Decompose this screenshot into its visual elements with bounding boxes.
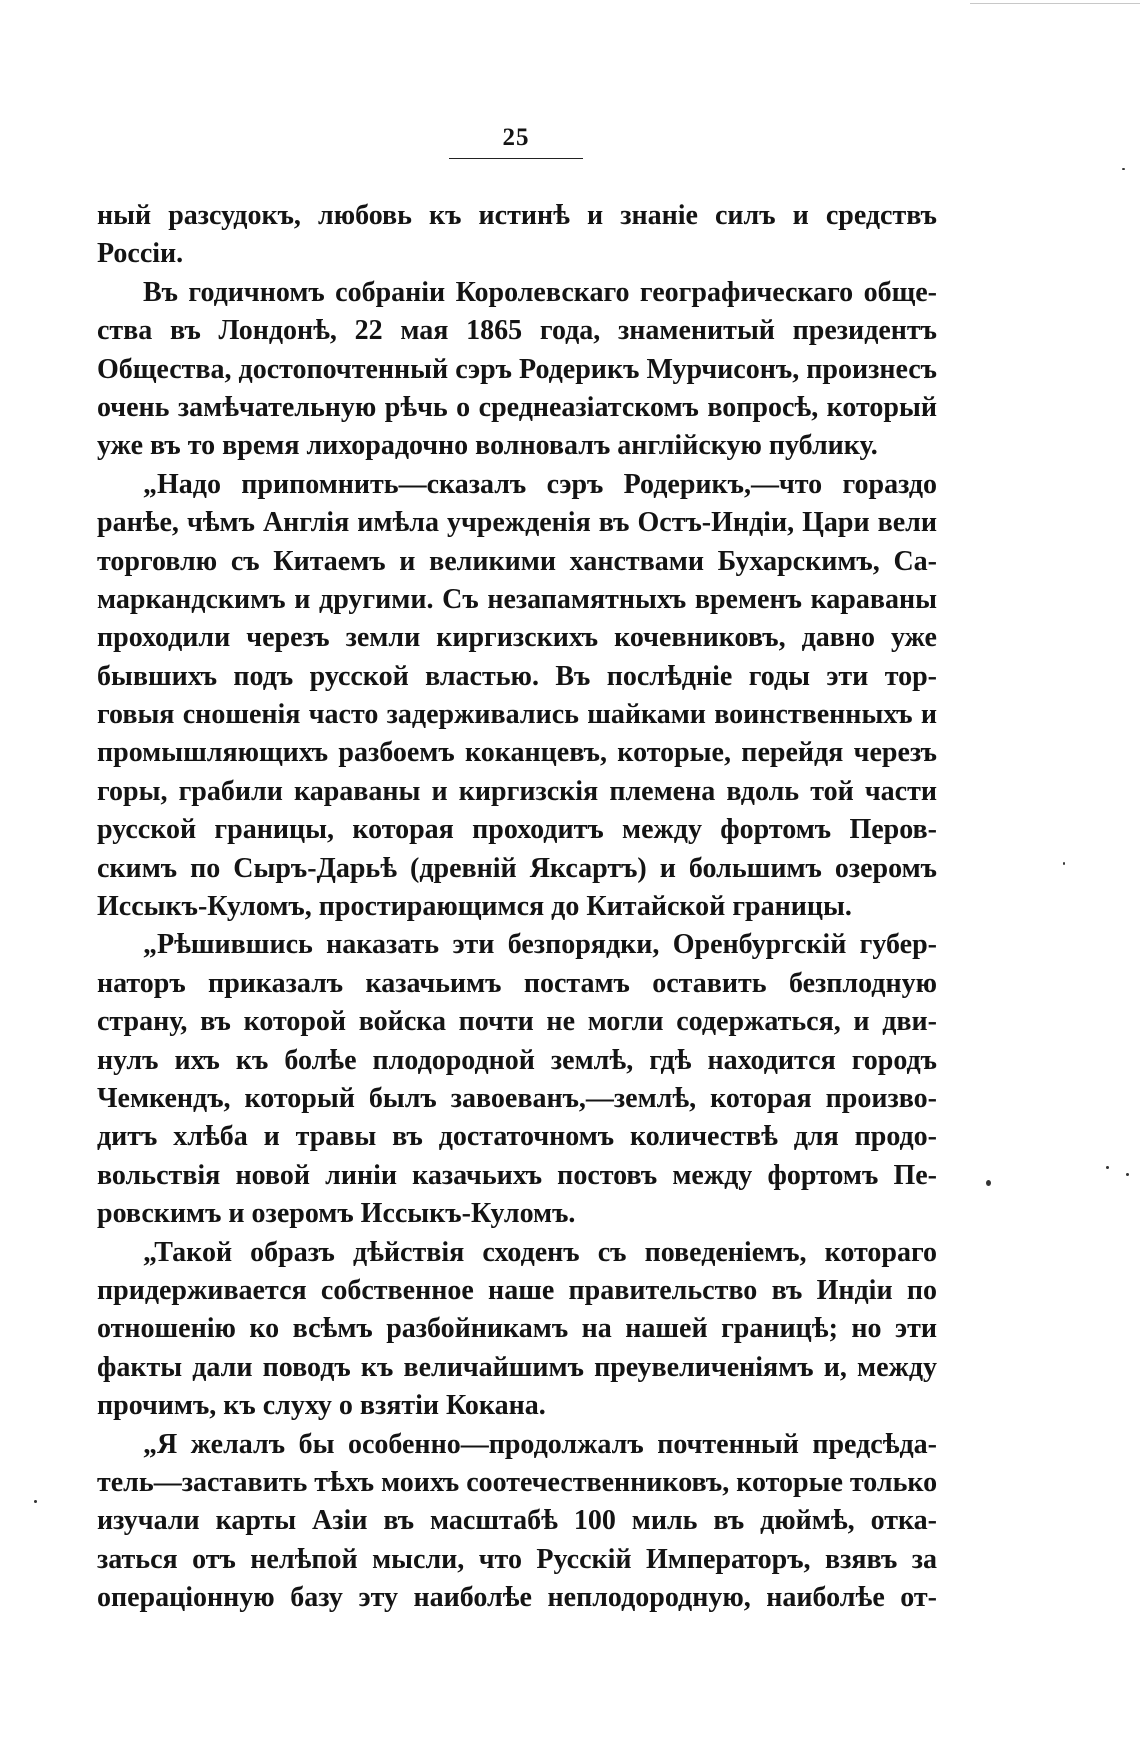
text-line: русской границы, которая проходитъ между фортомъ Перов- — [97, 814, 937, 846]
text-line: ства въ Лондонѣ, 22 мая 1865 года, знаменитый президентъ — [97, 315, 937, 347]
scan-speck — [34, 1500, 37, 1503]
text-line: факты дали поводъ къ величайшимъ преувеличеніямъ и, между — [97, 1351, 937, 1383]
text-line: „Надо припомнить—сказалъ сэръ Родерикъ,—что гораздо — [143, 468, 937, 500]
text-line: бывшихъ подъ русской властью. Въ послѣдніе годы эти тор- — [97, 660, 937, 692]
text-line: говыя сношенія часто задерживались шайками воинственныхъ и — [97, 699, 937, 731]
text-line: проходили черезъ земли киргизскихъ кочевниковъ, давно уже — [97, 622, 937, 654]
text-line: страну, въ которой войска почти не могли содержаться, и дви- — [97, 1006, 937, 1038]
text-line: „Такой образъ дѣйствія сходенъ съ поведеніемъ, котораго — [143, 1236, 937, 1268]
text-line: промышляющихъ разбоемъ коканцевъ, которые, перейдя черезъ — [97, 737, 937, 769]
text-line: маркандскимъ и другими. Съ незапамятныхъ временъ караваны — [97, 583, 937, 615]
text-line: Въ годичномъ собраніи Королевскаго географическаго обще- — [143, 276, 937, 308]
scan-speck — [1063, 862, 1065, 865]
text-line: торговлю съ Китаемъ и великими ханствами Бухарскимъ, Са- — [97, 545, 937, 577]
text-line: ровскимъ и озеромъ Иссыкъ-Куломъ. — [97, 1198, 576, 1230]
text-line: прочимъ, къ слуху о взятіи Кокана. — [97, 1390, 546, 1422]
scan-edge-line — [970, 3, 1140, 4]
page-number: 25 — [502, 124, 530, 151]
text-line: изучали карты Азіи въ масштабѣ 100 миль въ дюймѣ, отка- — [97, 1505, 937, 1537]
body-text — [97, 197, 937, 1617]
text-line: Общества, достопочтенный сэръ Родерикъ Мурчисонъ, произнесъ — [97, 353, 937, 385]
scan-speck — [1122, 168, 1125, 170]
text-line: ранѣе, чѣмъ Англія имѣла учрежденія въ Остъ-Индіи, Цари вели — [97, 507, 937, 539]
text-line: очень замѣчательную рѣчь о среднеазіатскомъ вопросѣ, который — [97, 391, 937, 423]
text-line: горы, грабили караваны и киргизскія племена вдоль той части — [97, 775, 937, 807]
text-line: скимъ по Сыръ-Дарьѣ (древній Яксартъ) и большимъ озеромъ — [97, 852, 937, 884]
text-line: „Я желалъ бы особенно—продолжалъ почтенный предсѣда- — [143, 1428, 937, 1460]
text-line: ный разсудокъ, любовь къ истинѣ и знаніе силъ и средствъ — [97, 200, 937, 231]
scan-speck — [1126, 1173, 1129, 1176]
text-line: уже въ то время лихорадочно волновалъ англійскую публику. — [97, 430, 878, 462]
text-line: Иссыкъ-Куломъ, простирающимся до Китайской границы. — [97, 891, 852, 923]
text-line: наторъ приказалъ казачьимъ постамъ оставить безплодную — [97, 967, 937, 999]
text-line: придерживается собственное наше правительство въ Индіи по — [97, 1274, 937, 1306]
text-line: операціонную базу эту наиболѣе неплодородную, наиболѣе от- — [97, 1582, 937, 1614]
text-line: Россіи. — [97, 238, 184, 270]
text-line: вольствія новой линіи казачьихъ постовъ между фортомъ Пе- — [97, 1159, 937, 1191]
text-line: дитъ хлѣба и травы въ достаточномъ количествѣ для продо- — [97, 1121, 937, 1153]
page-number-rule — [449, 158, 583, 159]
text-line: отношенію ко всѣмъ разбойникамъ на нашей границѣ; но эти — [97, 1313, 937, 1345]
text-line: „Рѣшившись наказать эти безпорядки, Оренбургскій губер- — [143, 929, 937, 961]
text-line: Чемкендъ, который былъ завоеванъ,—землѣ, которая произво- — [97, 1082, 937, 1114]
text-line: нулъ ихъ къ болѣе плодородной землѣ, гдѣ находится городъ — [97, 1044, 937, 1076]
scan-speck — [986, 1180, 991, 1186]
scan-speck — [1106, 1166, 1109, 1169]
text-line: тель—заставить тѣхъ моихъ соотечественниковъ, которые только — [97, 1466, 938, 1498]
text-line: заться отъ нелѣпой мысли, что Русскій Императоръ, взявъ за — [97, 1543, 937, 1575]
